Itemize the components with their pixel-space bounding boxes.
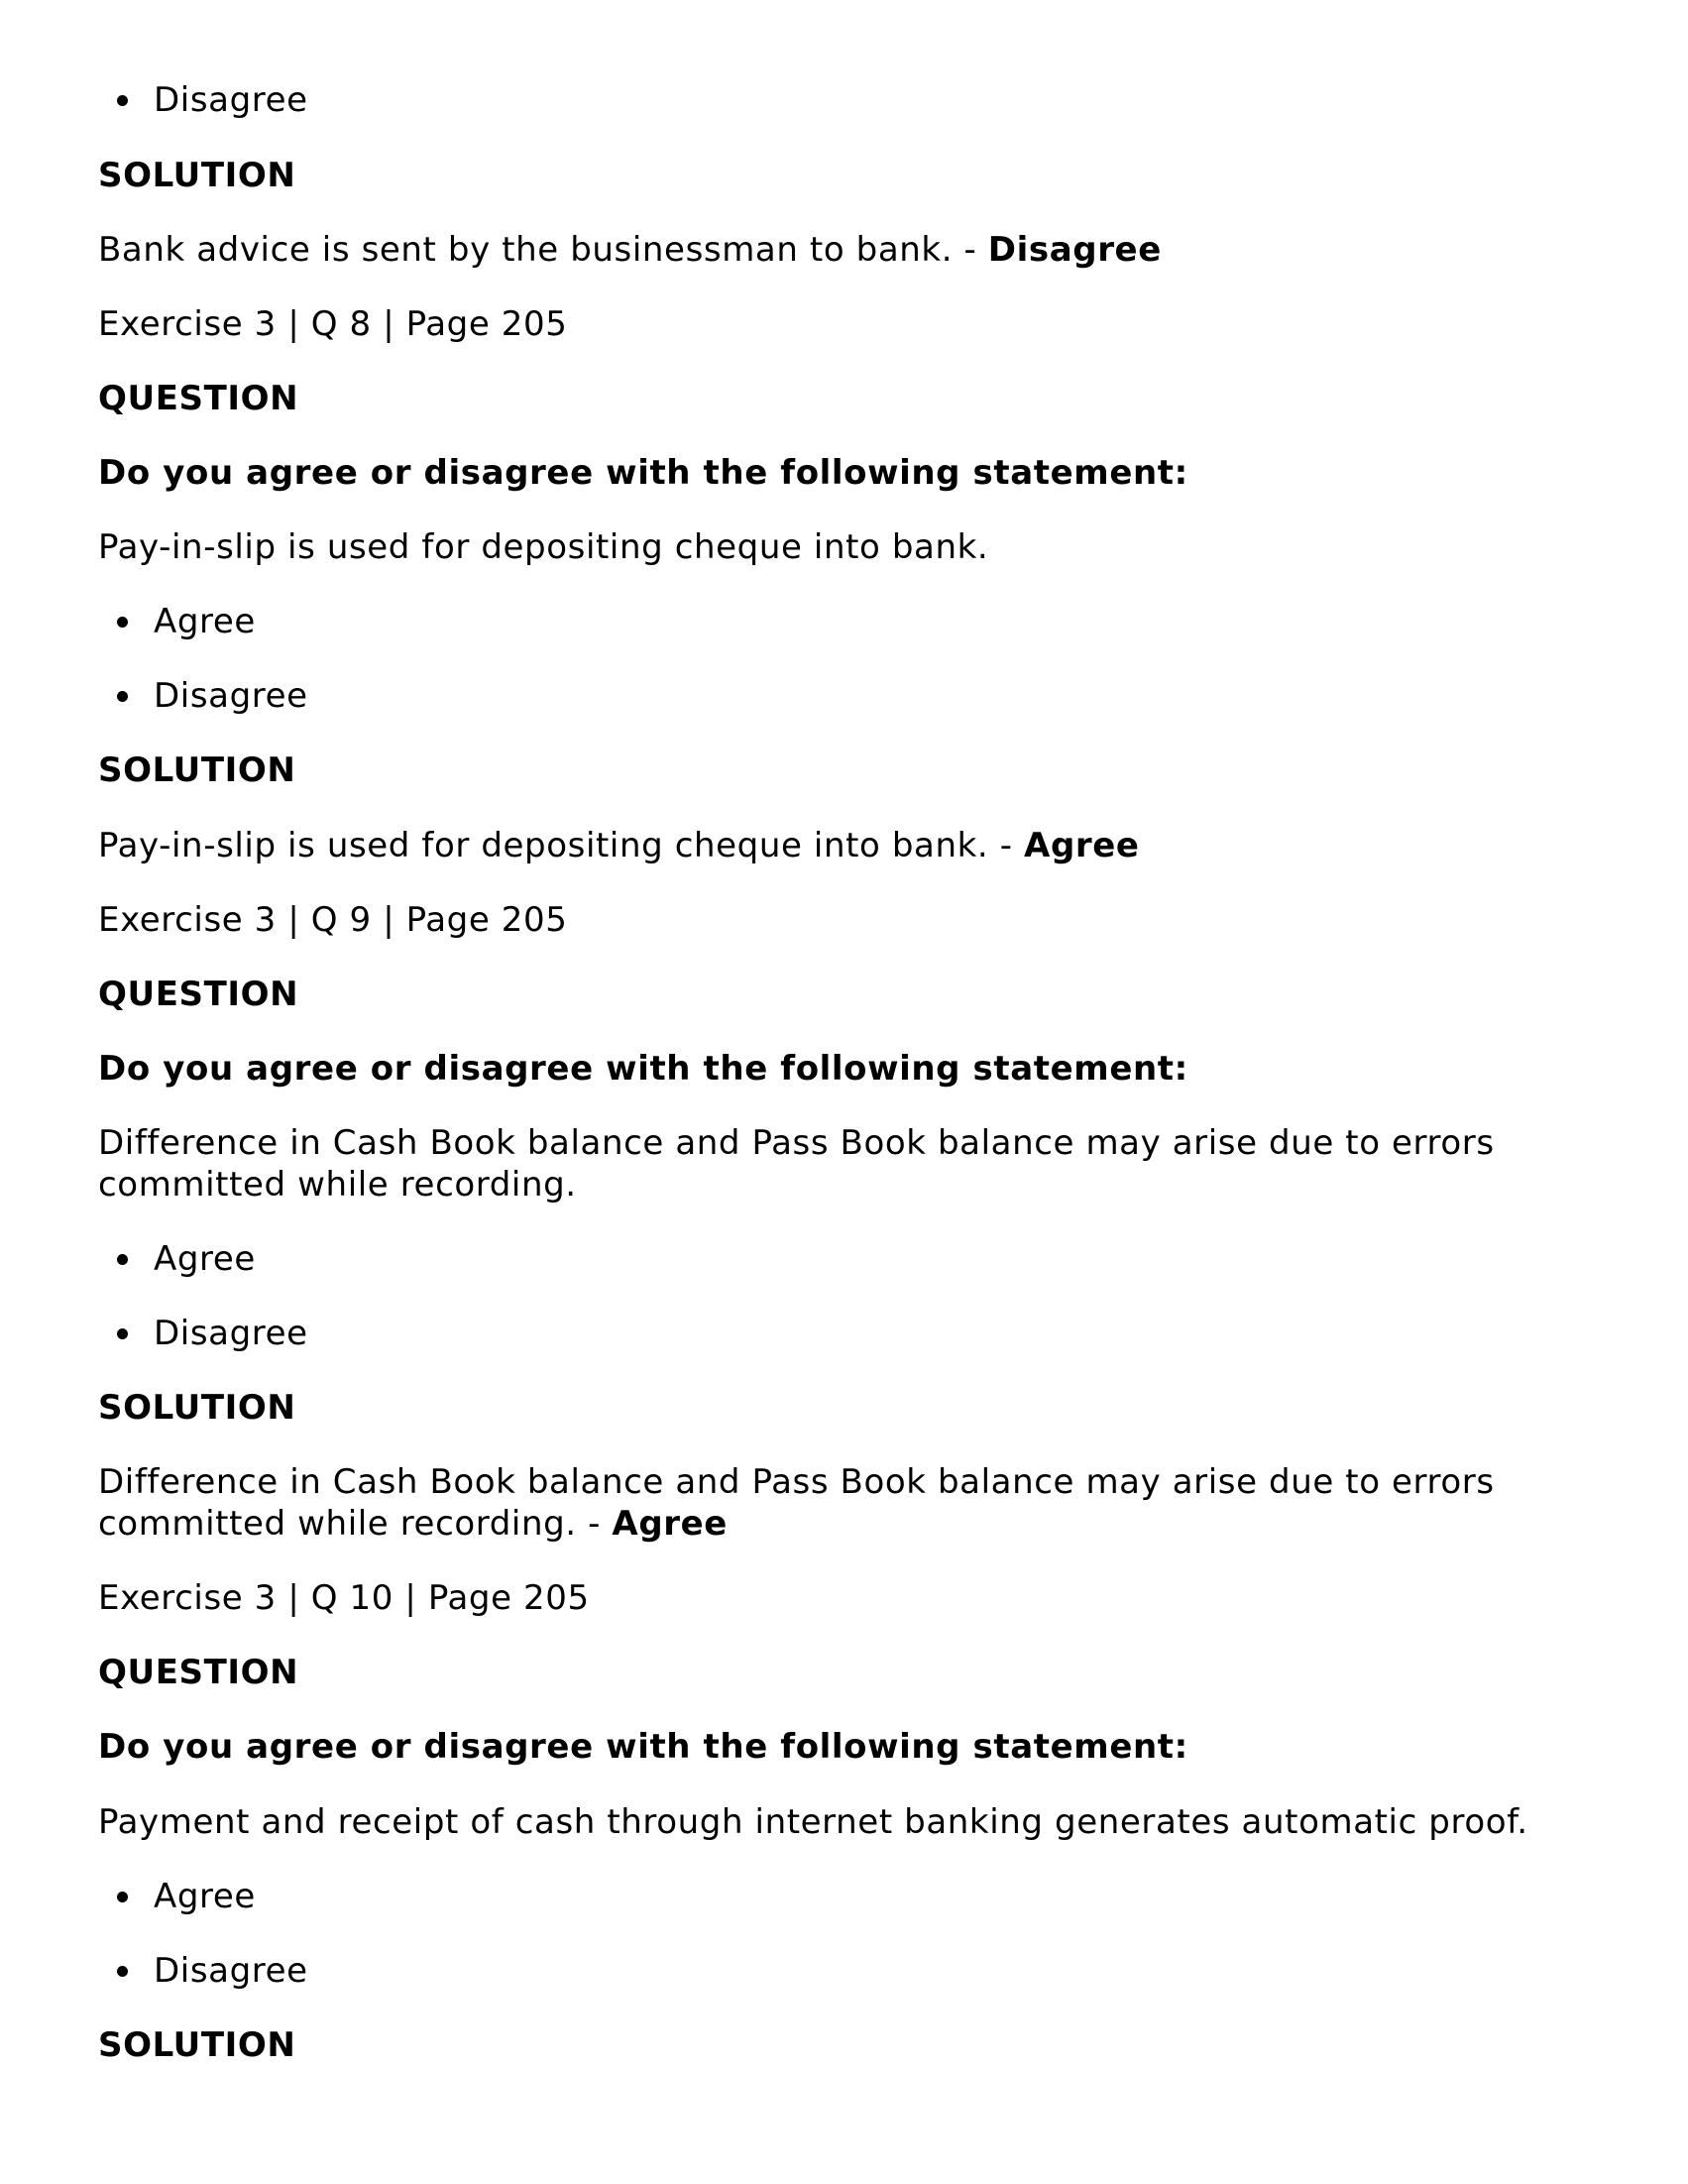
option-item — [154, 1313, 308, 1354]
option-item — [154, 1950, 308, 1992]
option-label: Disagree — [154, 676, 308, 716]
option-item — [154, 601, 256, 642]
question-prompt: Do you agree or disagree with the following statement: — [98, 1049, 1188, 1089]
solution-body: Bank advice is sent by the businessman to bank. - — [98, 230, 988, 270]
solution-heading: SOLUTION — [98, 2025, 296, 2065]
option-item — [154, 79, 308, 121]
solution-heading: SOLUTION — [98, 750, 296, 790]
question-statement: Pay-in-slip is used for depositing cheque into bank. — [98, 527, 989, 567]
bullet-icon — [117, 1328, 128, 1339]
solution-text-line1: Difference in Cash Book balance and Pass Book balance may arise due to errors — [98, 1462, 1495, 1502]
question-heading: QUESTION — [98, 1653, 299, 1692]
solution-answer: Agree — [612, 1504, 728, 1544]
exercise-reference: Exercise 3 | Q 10 | Page 205 — [98, 1578, 590, 1618]
question-prompt: Do you agree or disagree with the following statement: — [98, 453, 1188, 493]
option-item — [154, 675, 308, 717]
bullet-icon — [117, 1254, 128, 1265]
bullet-icon — [117, 1892, 128, 1902]
bullet-icon — [117, 617, 128, 628]
exercise-reference: Exercise 3 | Q 9 | Page 205 — [98, 900, 568, 940]
option-label: Disagree — [154, 1314, 308, 1353]
option-label: Agree — [154, 1877, 256, 1916]
option-item — [154, 1876, 256, 1917]
solution-text-line2 — [98, 1503, 728, 1545]
bullet-icon — [117, 691, 128, 702]
option-label: Agree — [154, 602, 256, 641]
question-statement-line2: committed while recording. — [98, 1165, 577, 1205]
question-statement: Payment and receipt of cash through internet banking generates automatic proof. — [98, 1802, 1528, 1842]
solution-answer: Agree — [1024, 826, 1140, 865]
option-item — [154, 1238, 256, 1280]
question-prompt: Do you agree or disagree with the following statement: — [98, 1727, 1188, 1767]
solution-text — [98, 825, 1140, 866]
solution-heading: SOLUTION — [98, 156, 296, 195]
solution-body: committed while recording. - — [98, 1504, 613, 1544]
exercise-reference: Exercise 3 | Q 8 | Page 205 — [98, 304, 568, 344]
question-heading: QUESTION — [98, 975, 299, 1014]
solution-heading: SOLUTION — [98, 1388, 296, 1428]
question-heading: QUESTION — [98, 379, 299, 418]
option-label: Disagree — [154, 1951, 308, 1991]
solution-text — [98, 229, 1162, 271]
solution-body: Pay-in-slip is used for depositing cheque into bank. - — [98, 826, 1025, 865]
solution-answer: Disagree — [987, 230, 1162, 270]
bullet-icon — [117, 1966, 128, 1977]
bullet-icon — [117, 95, 128, 106]
option-label: Agree — [154, 1239, 256, 1279]
option-label: Disagree — [154, 80, 308, 120]
question-statement-line1: Difference in Cash Book balance and Pass Book balance may arise due to errors — [98, 1123, 1495, 1163]
